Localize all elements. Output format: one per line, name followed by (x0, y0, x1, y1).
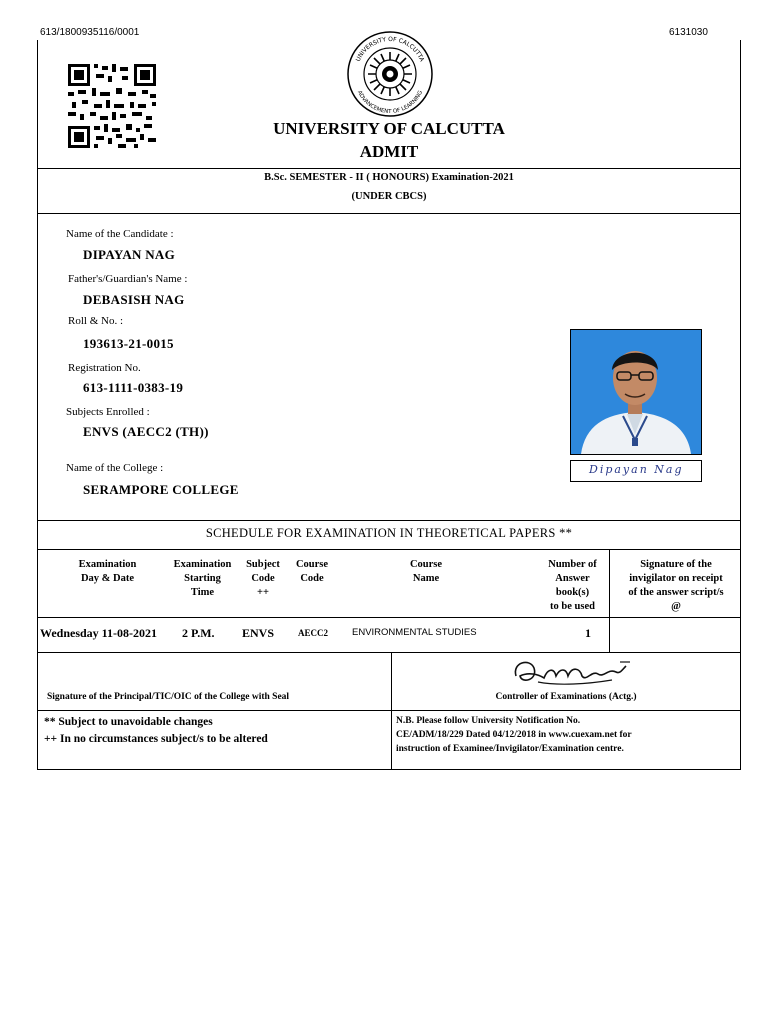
principal-signature-label: Signature of the Principal/TIC/OIC of the College with Seal (47, 692, 290, 702)
father-label: Father's/Guardian's Name : (68, 273, 188, 285)
university-seal (344, 30, 436, 118)
form-number: 6131030 (669, 27, 708, 38)
nb-line-2: CE/ADM/18/229 Dated 04/12/2018 in www.cuexam.net for (396, 730, 632, 740)
candidate-name: DIPAYAN NAG (83, 247, 176, 262)
row-books: 1 (585, 626, 591, 640)
controller-signature (508, 654, 633, 692)
rule (37, 213, 741, 214)
header-day-date: Examination Day & Date (78, 559, 137, 584)
candidate-signature-box (570, 460, 702, 482)
seal-top-text: UNIVERSITY OF CALCUTTA (354, 35, 426, 63)
header-answer-books: Number of Answer book(s) to be used (548, 559, 597, 612)
exam-subtitle: (UNDER CBCS) (351, 191, 427, 202)
schedule-title: SCHEDULE FOR EXAMINATION IN THEORETICAL PAPERS ** (205, 526, 573, 540)
rule (37, 168, 741, 169)
subjects-enrolled: ENVS (AECC2 (TH)) (83, 424, 209, 439)
header-start-time: Examination Starting Time (173, 559, 232, 598)
subjects-label: Subjects Enrolled : (66, 406, 150, 418)
exam-title: B.Sc. SEMESTER - II ( HONOURS) Examination-2021 (264, 172, 514, 183)
footer-divider (391, 652, 392, 770)
rule (37, 769, 741, 770)
rule (37, 520, 741, 521)
header-course-name: Course Name (409, 559, 443, 584)
college-name: SERAMPORE COLLEGE (83, 482, 239, 497)
university-name: UNIVERSITY OF CALCUTTA (273, 119, 505, 138)
registration-label: Registration No. (68, 362, 141, 374)
name-label: Name of the Candidate : (66, 228, 174, 240)
father-name: DEBASISH NAG (83, 292, 185, 307)
roll-label: Roll & No. : (68, 315, 124, 327)
header-course-code: Course Code (295, 559, 329, 584)
document-title: ADMIT (359, 142, 419, 161)
header-invigilator: Signature of the invigilator on receipt of the answer script/s @ (628, 559, 724, 612)
note-unavoidable-changes: ** Subject to unavoidable changes (44, 716, 213, 728)
controller-label: Controller of Examinations (Actg.) (495, 692, 637, 702)
rule (37, 652, 741, 653)
row-day-date: Wednesday 11-08-2021 (40, 626, 158, 640)
note-subject-not-altered: ++ In no circumstances subject/s to be altered (44, 733, 268, 745)
candidate-photo (570, 329, 702, 455)
nb-line-3: instruction of Examinee/Invigilator/Examination centre. (396, 744, 624, 754)
header-subject-code: Subject Code ++ (246, 559, 280, 598)
registration-number: 613-1111-0383-19 (83, 380, 184, 395)
rule (37, 710, 741, 711)
college-label: Name of the College : (66, 462, 164, 474)
rule (37, 549, 741, 550)
row-time: 2 P.M. (182, 626, 215, 640)
row-course-name: ENVIRONMENTAL STUDIES (352, 627, 477, 638)
reference-number: 613/1800935116/0001 (40, 27, 140, 38)
roll-number: 193613-21-0015 (83, 336, 174, 351)
seal-bottom-text: ADVANCEMENT OF LEARNING (355, 89, 425, 116)
row-course-code: AECC2 (298, 628, 329, 638)
rule (37, 617, 741, 618)
nb-line-1: N.B. Please follow University Notification No. (396, 716, 581, 726)
candidate-signature: Dipayan Nag (589, 463, 684, 476)
row-subject-code: ENVS (242, 626, 275, 640)
